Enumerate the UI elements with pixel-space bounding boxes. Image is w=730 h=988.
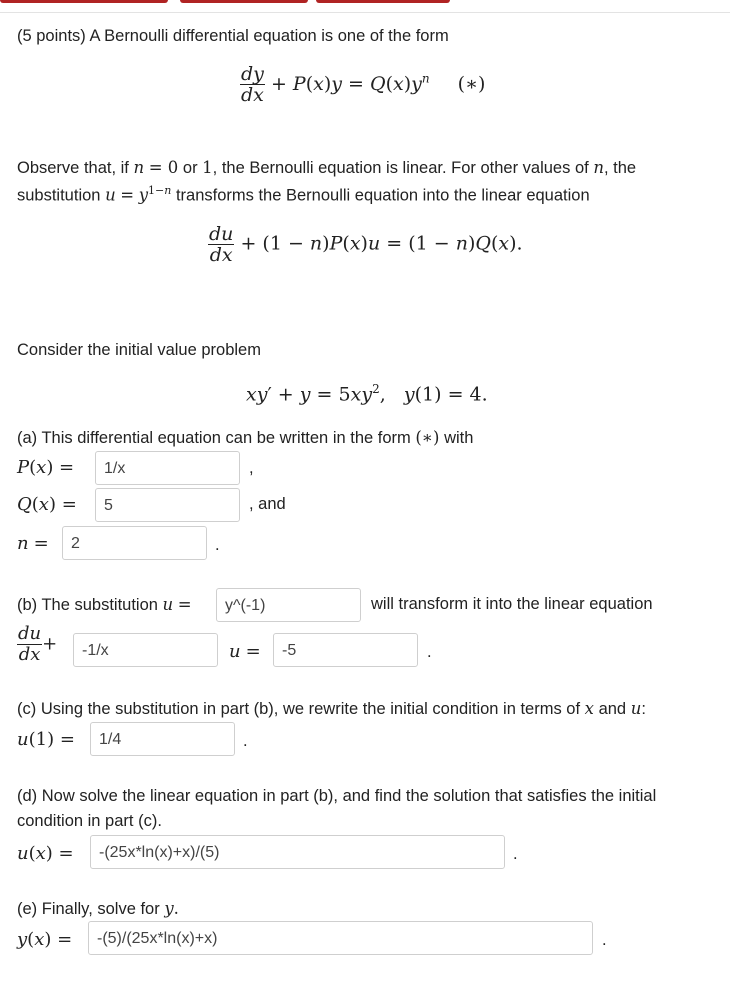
consider-line: Consider the initial value problem (17, 341, 261, 359)
will-transform-text: will transform it into the linear equation (371, 595, 653, 613)
part-d-line1: (d) Now solve the linear equation in part (b), and find the solution that satisfies the initial (17, 787, 657, 805)
u-substitution-input[interactable]: y^(-1) (216, 588, 361, 622)
yx-label: y(x) = (17, 929, 73, 950)
ux-label: u(x) = (17, 843, 74, 864)
observe-line: Observe that, if n = 0 or 1, the Bernoulli equation is linear. For other values of n, the (17, 158, 637, 177)
part-a-intro: (a) This differential equation can be written in the form (∗) with (17, 428, 474, 447)
part-e-text: (e) Finally, solve for y. (17, 899, 179, 918)
rhs-input[interactable]: -5 (273, 633, 418, 667)
intro-line: (5 points) A Bernoulli differential equation is one of the form (17, 27, 449, 45)
yx-input[interactable]: -(5)/(25x*ln(x)+x) (88, 921, 593, 955)
u1-label: u(1) = (17, 729, 75, 750)
part-b-intro: (b) The substitution u = (17, 595, 192, 614)
n-period: . (215, 536, 220, 554)
u1-input[interactable]: 1/4 (90, 722, 235, 756)
ivp-equation: $xy' + y = 5xy^2$, y(1) = 4. (246, 382, 488, 406)
linear-equation: $\frac{du}{dx}$ + (1 − n)P(x)u = (1 − n)Q(x). (209, 223, 523, 266)
q-label: Q(x) = (17, 494, 77, 515)
ux-input[interactable]: -(25x*ln(x)+x)/(5) (90, 835, 505, 869)
tab-3[interactable] (316, 0, 450, 3)
e-period: . (602, 931, 607, 949)
tab-2[interactable] (180, 0, 308, 3)
substitution-line: substitution $u = y^{1-n}$ transforms the Bernoulli equation into the linear equation (17, 184, 590, 205)
part-d-line2: condition in part (c). (17, 812, 162, 830)
d-period: . (513, 845, 518, 863)
q-and: , and (249, 495, 286, 513)
coefficient-input[interactable]: -1/x (73, 633, 218, 667)
bernoulli-equation: $\frac{dy}{dx}$ + $P(x)y = Q(x)y^n$ (∗) (241, 63, 486, 106)
du-dx-fraction: $\frac{du}{dx}$ + (18, 623, 58, 665)
p-comma: , (249, 459, 254, 477)
tab-1[interactable] (0, 0, 168, 3)
c-period: . (243, 732, 248, 750)
p-input[interactable]: 1/x (95, 451, 240, 485)
n-label: n = (17, 533, 49, 554)
part-c-text: (c) Using the substitution in part (b), we rewrite the initial condition in terms of x and u: (17, 699, 646, 718)
u-equals-label: u = (229, 641, 261, 662)
q-input[interactable]: 5 (95, 488, 240, 522)
n-input[interactable]: 2 (62, 526, 207, 560)
p-label: P(x) = (17, 457, 75, 478)
b-period: . (427, 643, 432, 661)
